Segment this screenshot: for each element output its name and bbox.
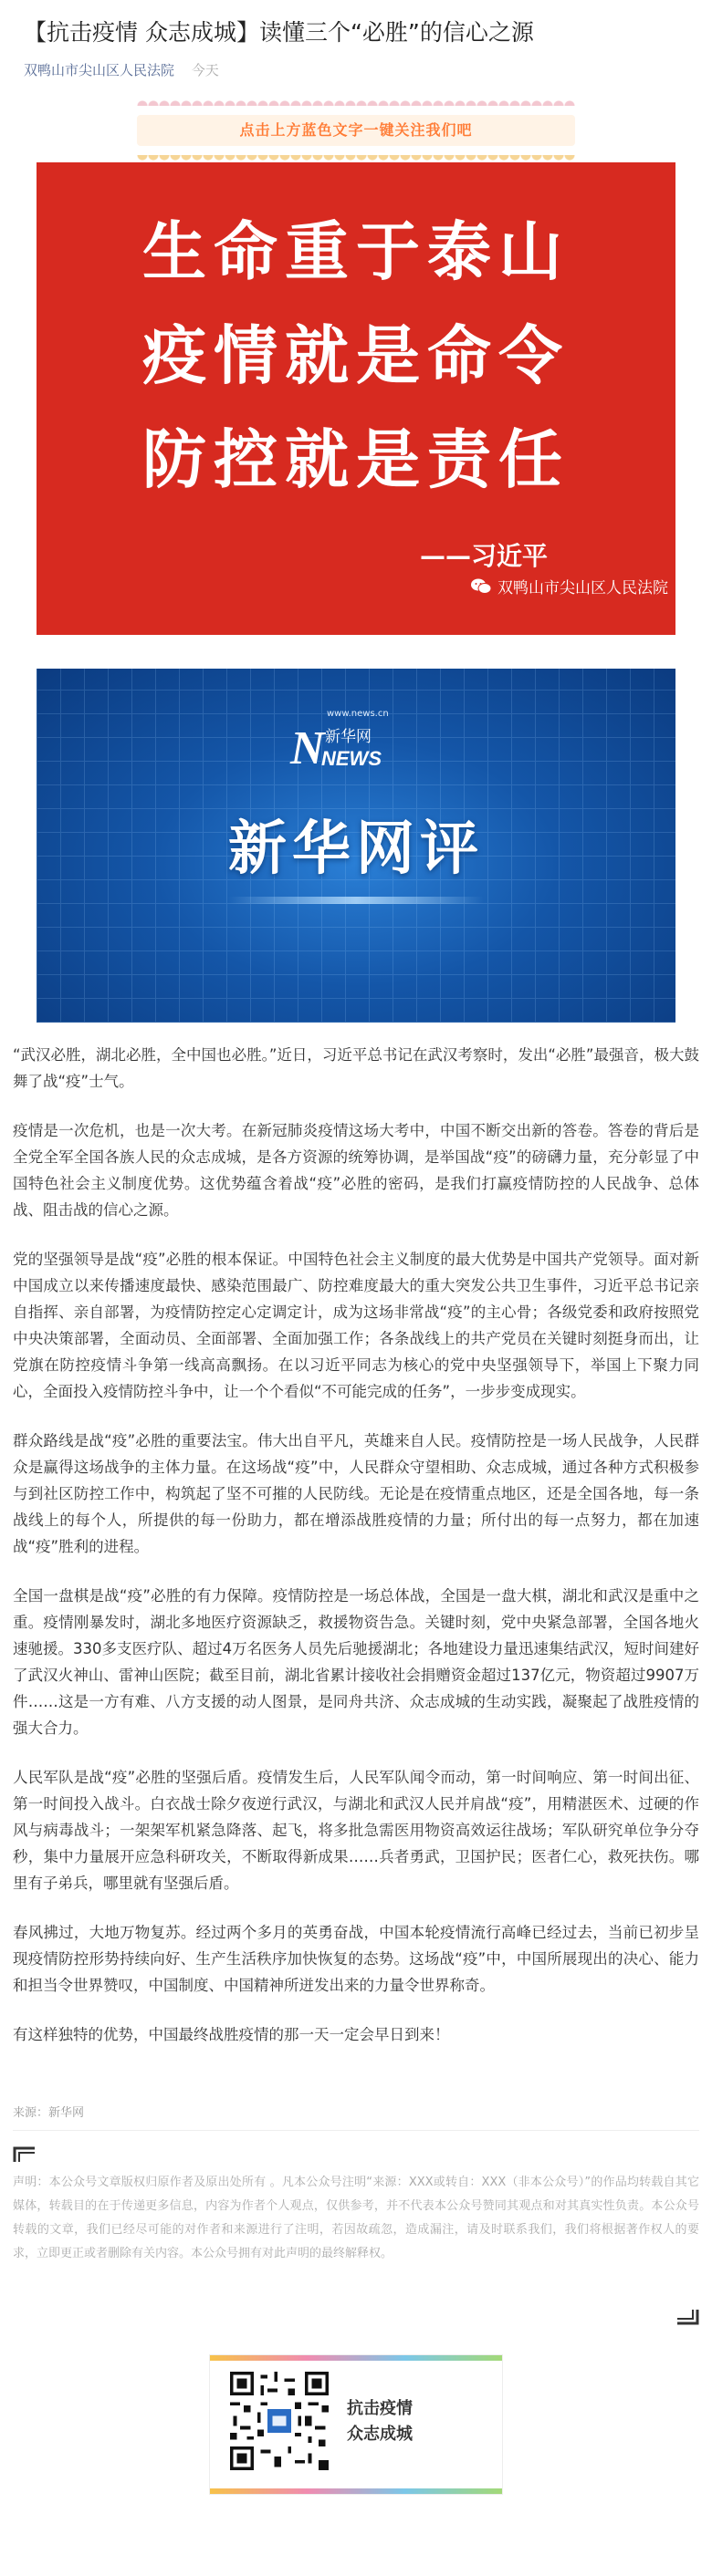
paragraph: 群众路线是战“疫”必胜的重要法宝。伟大出自平凡，英雄来自人民。疫情防控是一场人民战争，人民群众是赢得这场战争的主体力量。在这场战“疫”中，人民群众守望相助、众志成城，通过各种方式积极参与到社区防控工作中，构筑起了坚不可摧的人民防线。无论是在疫情重点地区，还是全国各地，每一条战线上的每个人，所提供的每一份助力，都在增添战胜疫情的力量；所付出的每一点努力，都在加速战“疫”胜利的进程。 (13, 1432, 699, 1555)
qr-code-card (210, 2355, 502, 2494)
decorative-stripe (210, 2488, 502, 2494)
open-bracket-icon (13, 2145, 37, 2164)
decorative-border (137, 95, 575, 106)
article-meta (24, 60, 219, 80)
xinhua-logo-icon (288, 718, 425, 776)
copyright-disclaimer: 声明：本公众号文章版权归原作者及原出处所有 。凡本公众号注明“来源：XXX或转自：XXX（非本公众号）”的作品均转载自其它媒体，转载目的在于传递更多信息，内容为作者个人观点，仅供参考，并不代表本公众号赞同其观点和对其真实性负责。本公众号转载的文章，我们已经尽可能的对作者和来源进行了注明，若因故疏忽，造成漏注，请及时联系我们，我们将根据著作权人的要求，立即更正或者删除有关内容。本公众号拥有对此声明的最终解释权。 (13, 2176, 699, 2260)
xinhua-logo-sub: NEWS (321, 747, 382, 770)
paragraph: 疫情是一次危机，也是一次大考。在新冠肺炎疫情这场大考中，中国不断交出新的答卷。答卷的背后是全党全军全国各族人民的众志成城，是各方资源的统筹协调，是举国战“疫”的磅礴力量，充分彰显了中国特色社会主义制度优势。这优势蕴含着战“疫”必胜的密码，是我们打赢疫情防控的人民战争、总体战、阻击战的信心之源。 (13, 1122, 699, 1219)
poster-signature: ——习近平 (420, 541, 549, 571)
qr-code-icon[interactable] (230, 2372, 329, 2470)
red-poster-image (37, 162, 675, 635)
poster-line: 疫情就是命令 (142, 318, 570, 393)
svg-text:N: N (290, 722, 325, 774)
xinhua-logo-text: 新华网 (325, 728, 372, 746)
follow-banner-text: 点击上方蓝色文字一键关注我们吧 (137, 115, 575, 146)
paragraph: 春风拂过，大地万物复苏。经过两个多月的英勇奋战，中国本轮疫情流行高峰已经过去，当前已初步呈现疫情防控形势持续向好、生产生活秩序加快恢复的态势。这场战“疫”中，中国所展现出的决心、能力和担当令世界赞叹，中国制度、中国精神所迸发出来的力量令世界称奇。 (13, 1924, 699, 1994)
publish-date: 今天 (191, 62, 219, 78)
follow-banner[interactable] (137, 95, 575, 168)
paragraph: 党的坚强领导是战“疫”必胜的根本保证。中国特色社会主义制度的最大优势是中国共产党领导。面对新中国成立以来传播速度最快、感染范围最广、防控难度最大的重大突发公共卫生事件，习近平总书记亲自指挥、亲自部署，为疫情防控定心定调定计，成为这场非常战“疫”的主心骨；各级党委和政府按照党中央决策部署，全面动员、全面部署、全面加强工作；各条战线上的共产党员在关键时刻挺身而出，让党旗在防控疫情斗争第一线高高飘扬。在以习近平同志为核心的党中央坚强领导下，举国上下聚力同心，全面投入疫情防控斗争中，让一个个看似“不可能完成的任务”，一步步变成现实。 (13, 1251, 699, 1400)
article-body (13, 1042, 699, 2071)
poster-line: 生命重于泰山 (142, 214, 570, 289)
xinhua-url: www.news.cn (327, 709, 389, 719)
qr-caption-line: 抗击疫情 (347, 2399, 413, 2418)
divider (13, 2130, 699, 2131)
paragraph: “武汉必胜，湖北必胜，全中国也必胜。”近日，习近平总书记在武汉考察时，发出“必胜”最强音，极大鼓舞了战“疫”士气。 (13, 1046, 699, 1090)
poster-line: 防控就是责任 (142, 422, 570, 497)
article-source: 来源：新华网 (13, 2106, 85, 2120)
paragraph: 全国一盘棋是战“疫”必胜的有力保障。疫情防控是一场总体战，全国是一盘大棋，湖北和武汉是重中之重。疫情刚暴发时，湖北多地医疗资源缺乏，救援物资告急。关键时刻，党中央紧急部署，全国各地火速驰援。330多支医疗队、超过4万名医务人员先后驰援湖北；各地建设力量迅速集结武汉，短时间建好了武汉火神山、雷神山医院；截至目前，湖北省累计接收社会捐赠资金超过137亿元，物资超过9907万件……这是一方有难、八方支援的动人图景，是同舟共济、众志成城的生动实践，凝聚起了战胜疫情的强大合力。 (13, 1587, 699, 1737)
article-title: 【抗击疫情 众志成城】读懂三个“必胜”的信心之源 (24, 19, 534, 46)
xinhua-commentary-image (37, 669, 675, 1023)
poster-watermark (470, 575, 668, 597)
decorative-stripe (210, 2355, 502, 2361)
poster-watermark-text: 双鸭山市尖山区人民法院 (497, 579, 668, 597)
decorative-glow (228, 897, 484, 904)
paragraph: 有这样独特的优势，中国最终战胜疫情的那一天一定会早日到来！ (13, 2026, 450, 2043)
account-link[interactable]: 双鸭山市尖山区人民法院 (24, 62, 175, 78)
wechat-icon (470, 577, 492, 596)
xinhua-title: 新华网评 (228, 815, 484, 883)
qr-caption-line: 众志成城 (347, 2425, 413, 2444)
close-bracket-icon (675, 2308, 699, 2326)
paragraph: 人民军队是战“疫”必胜的坚强后盾。疫情发生后，人民军队闻令而动，第一时间响应、第一时间出征、第一时间投入战斗。白衣战士除夕夜逆行武汉，与湖北和武汉人民并肩战“疫”，用精湛医术、过硬的作风与病毒战斗；一架架军机紧急降落、起飞，将多批急需医用物资高效运往战场；军队研究单位争分夺秒，集中力量展开应急科研攻关，不断取得新成果……兵者勇武，卫国护民；医者仁心，救死扶伤。哪里有子弟兵，哪里就有坚强后盾。 (13, 1769, 699, 1892)
